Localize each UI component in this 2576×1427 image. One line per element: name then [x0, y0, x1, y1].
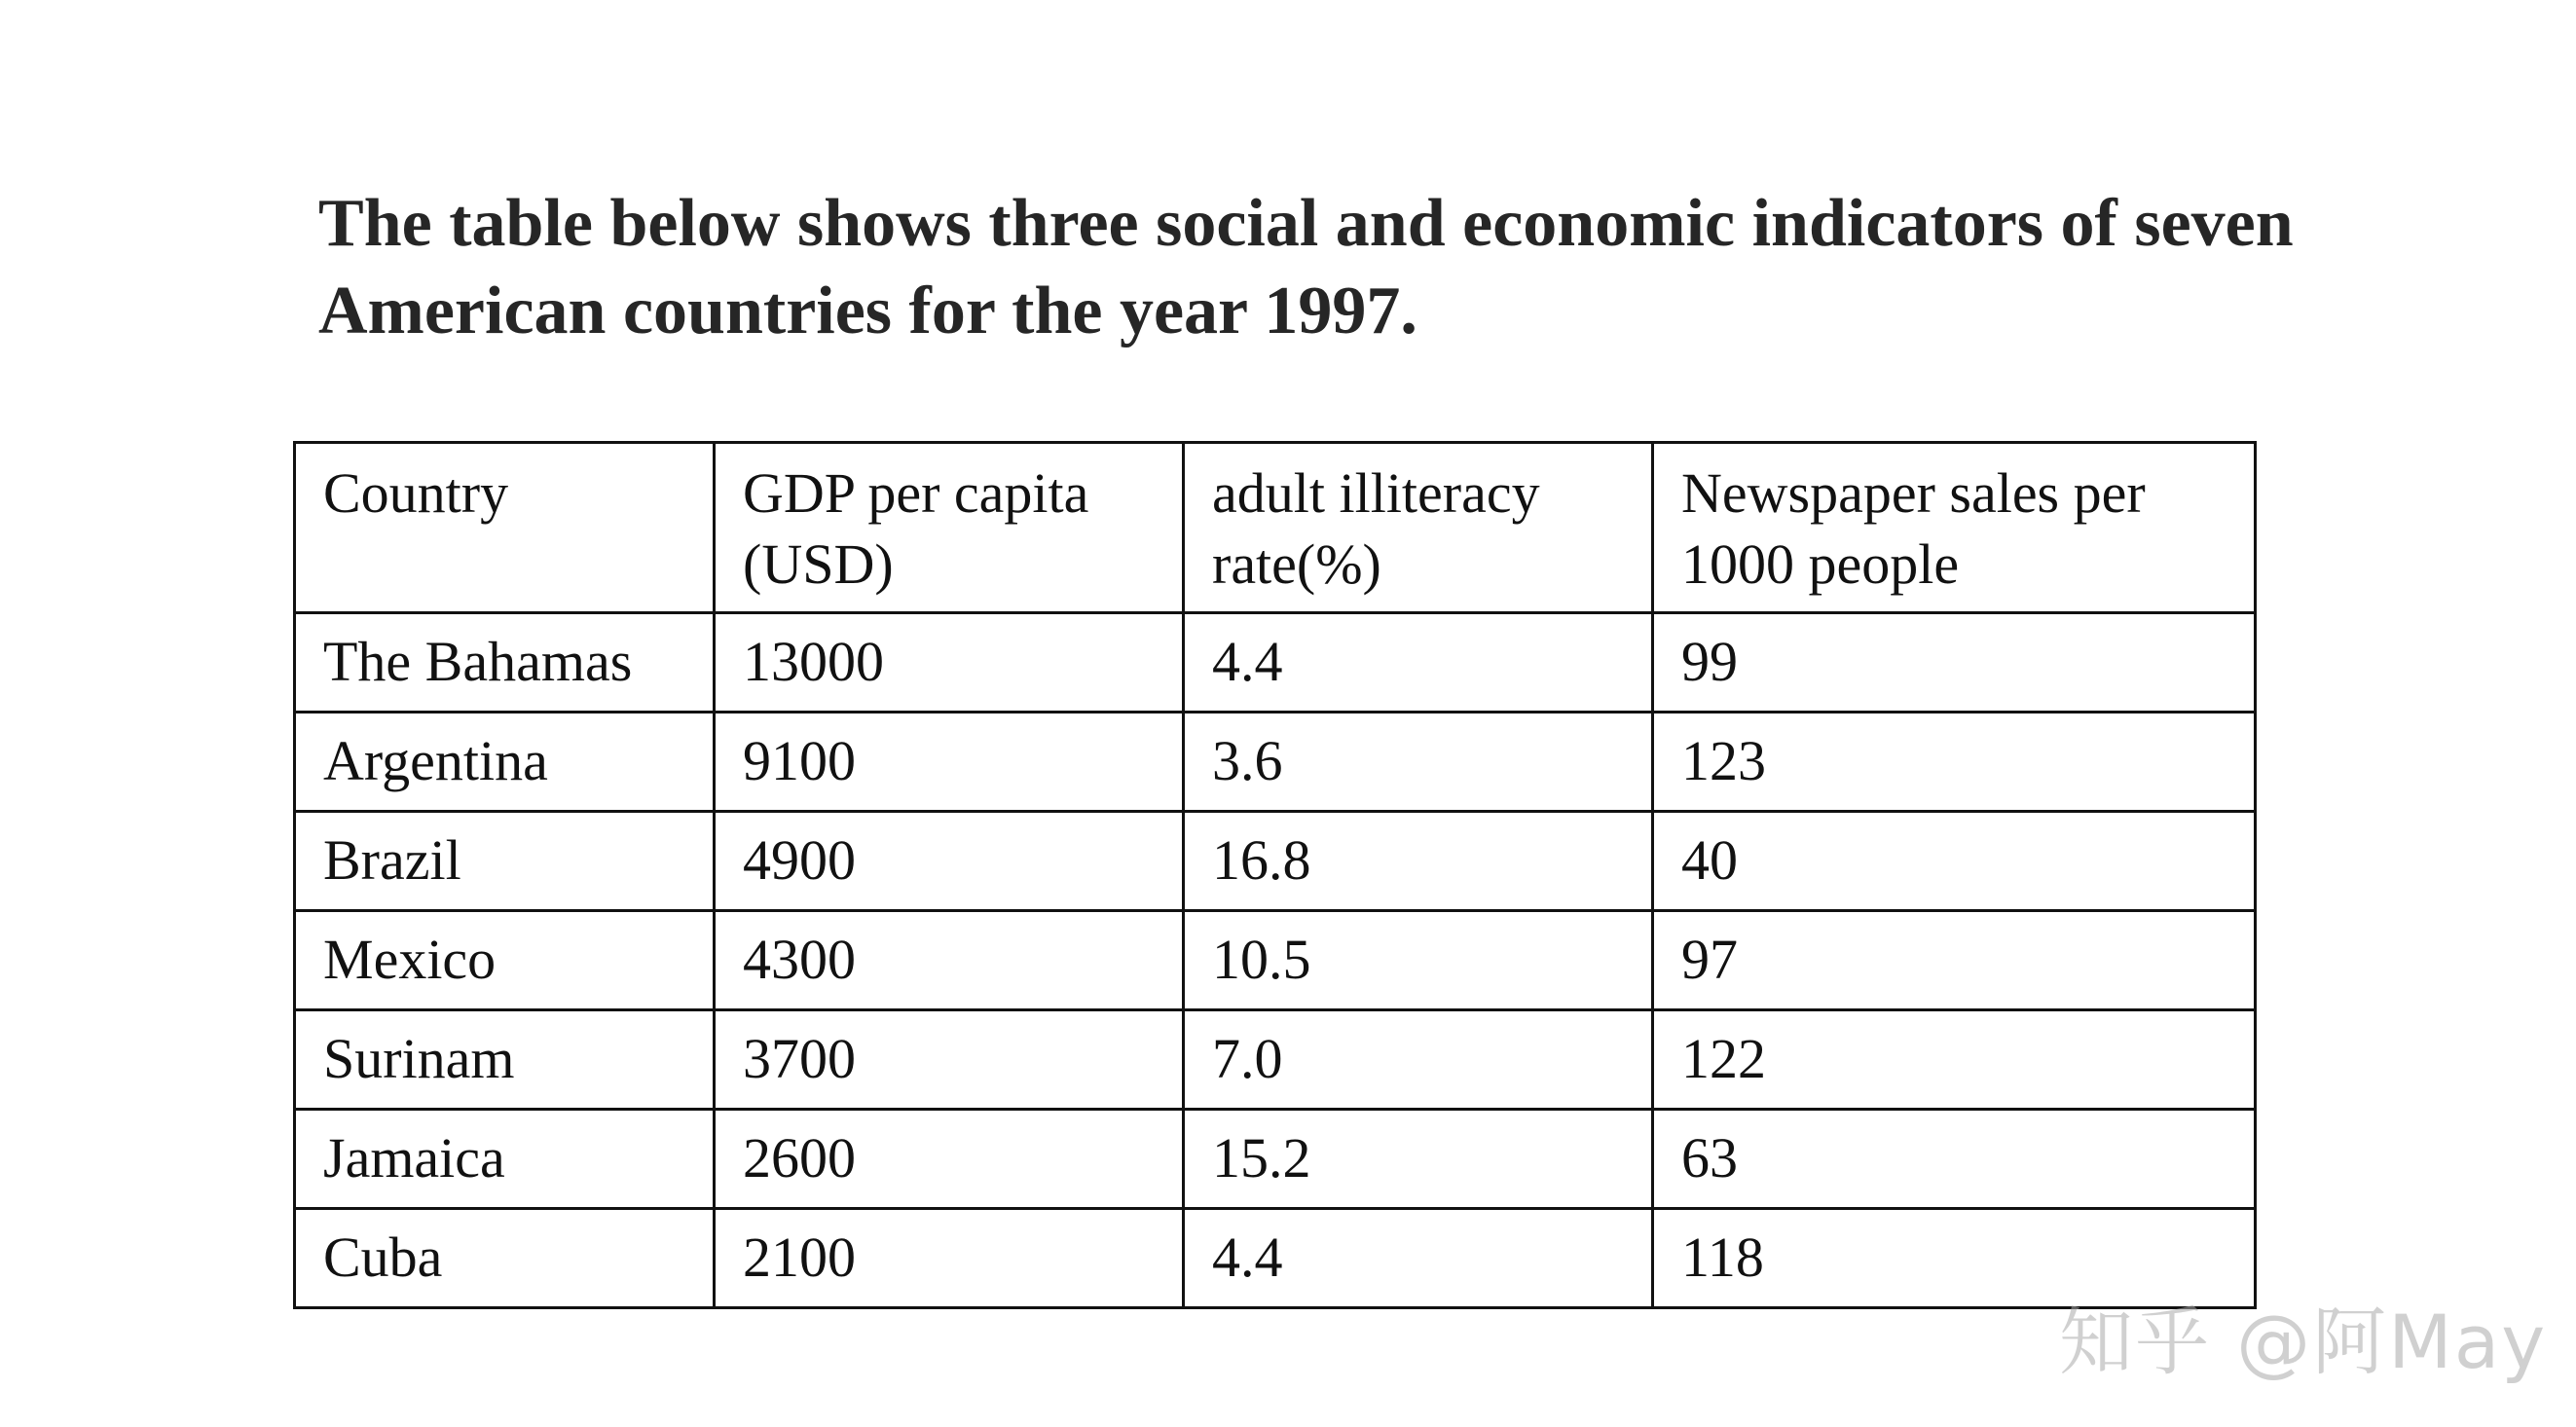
- column-header-newspaper: [1653, 443, 2256, 613]
- column-header-line: Country: [323, 461, 509, 525]
- cell-illiteracy: 15.2: [1184, 1110, 1653, 1209]
- cell-illiteracy: 3.6: [1184, 713, 1653, 812]
- cell-gdp: 4300: [715, 911, 1184, 1010]
- indicators-table: [293, 441, 2257, 1309]
- title-line-1: The table below shows three social and economic indicators of seven: [318, 186, 2294, 261]
- page-title: [318, 180, 2460, 355]
- cell-gdp: 2100: [715, 1209, 1184, 1308]
- table-row: [295, 1010, 2256, 1110]
- cell-illiteracy: 16.8: [1184, 812, 1653, 911]
- cell-gdp: 13000: [715, 613, 1184, 713]
- cell-country: The Bahamas: [295, 613, 715, 713]
- cell-gdp: 2600: [715, 1110, 1184, 1209]
- table-row: [295, 1209, 2256, 1308]
- cell-gdp: 3700: [715, 1010, 1184, 1110]
- table-row: [295, 812, 2256, 911]
- cell-illiteracy: 4.4: [1184, 613, 1653, 713]
- cell-newspaper: 99: [1653, 613, 2256, 713]
- table-row: [295, 911, 2256, 1010]
- cell-newspaper: 40: [1653, 812, 2256, 911]
- cell-newspaper: 63: [1653, 1110, 2256, 1209]
- zhihu-watermark: 知乎 @阿May: [2059, 1299, 2548, 1385]
- column-header-line: rate(%): [1212, 532, 1381, 596]
- table-row: [295, 1110, 2256, 1209]
- cell-newspaper: 123: [1653, 713, 2256, 812]
- cell-country: Mexico: [295, 911, 715, 1010]
- cell-country: Jamaica: [295, 1110, 715, 1209]
- table-row: [295, 713, 2256, 812]
- cell-country: Surinam: [295, 1010, 715, 1110]
- cell-illiteracy: 10.5: [1184, 911, 1653, 1010]
- column-header-line: Newspaper sales per: [1681, 461, 2146, 525]
- column-header-line: (USD): [743, 532, 894, 596]
- table-row: [295, 613, 2256, 713]
- cell-illiteracy: 7.0: [1184, 1010, 1653, 1110]
- cell-country: Cuba: [295, 1209, 715, 1308]
- cell-illiteracy: 4.4: [1184, 1209, 1653, 1308]
- cell-country: Argentina: [295, 713, 715, 812]
- column-header-line: GDP per capita: [743, 461, 1089, 525]
- column-header-illiteracy: [1184, 443, 1653, 613]
- cell-newspaper: 97: [1653, 911, 2256, 1010]
- cell-gdp: 9100: [715, 713, 1184, 812]
- cell-newspaper: 122: [1653, 1010, 2256, 1110]
- cell-gdp: 4900: [715, 812, 1184, 911]
- column-header-line: adult illiteracy: [1212, 461, 1540, 525]
- title-line-2: American countries for the year 1997.: [318, 274, 1417, 348]
- column-header-gdp: [715, 443, 1184, 613]
- cell-country: Brazil: [295, 812, 715, 911]
- column-header-line: 1000 people: [1681, 532, 1960, 596]
- table-header-row: [295, 443, 2256, 613]
- column-header-country: [295, 443, 715, 613]
- cell-newspaper: 118: [1653, 1209, 2256, 1308]
